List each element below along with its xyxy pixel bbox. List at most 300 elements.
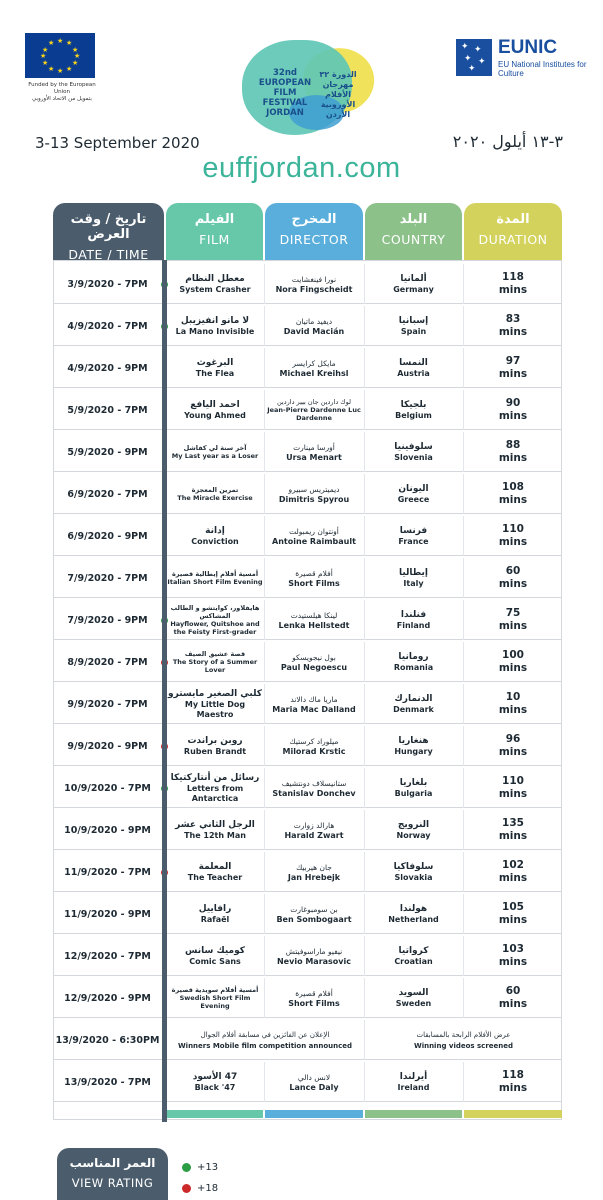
country-en: Austria: [397, 368, 430, 378]
film-title-en: Letters from Antarctica: [186, 783, 244, 803]
country-ar: النرويج: [397, 819, 430, 830]
column-gridline: [364, 936, 365, 976]
legend-label-18: +18: [197, 1183, 219, 1194]
table-row: [53, 768, 562, 808]
director-ar: ميلوراد كرستيك: [289, 736, 339, 746]
film-title-en: The Flea: [195, 368, 235, 378]
director-ar: لانس دالي: [297, 1072, 331, 1082]
film-title-ar: هايفلاور، كوايتشو و الطالب المشاكس: [170, 604, 260, 620]
duration-value: 105: [502, 901, 524, 913]
country-ar: هولندا: [399, 903, 428, 914]
director-en: Stanislav Donchev: [272, 788, 356, 798]
website-link[interactable]: euffjordan.com: [202, 152, 401, 184]
date-text: 12/9/2020 - 9PM: [64, 992, 151, 1004]
director-ar: مايكل كرايسر: [292, 358, 336, 368]
eunic-subtitle: EU National Institutes for Culture: [498, 60, 587, 78]
director-en: Short Films: [288, 578, 340, 588]
table-row: [53, 684, 562, 724]
film-title: [167, 936, 263, 976]
director-ar: بن سومبوغارت: [290, 904, 338, 914]
screening-date: [53, 642, 162, 682]
film-title: [167, 516, 263, 556]
country-en: Netherland: [388, 914, 439, 924]
duration-unit: mins: [498, 284, 528, 296]
film-title-ar: إدانة: [205, 525, 225, 536]
country-ar: بلغاريا: [399, 777, 428, 788]
column-gridline: [463, 306, 464, 346]
date-text: 3/9/2020 - 7PM: [67, 278, 148, 290]
duration-value: 10: [505, 691, 521, 703]
film-title: [167, 810, 263, 850]
table-row: [53, 432, 562, 472]
film-title-en: Black '47: [194, 1082, 236, 1092]
column-bottom-bar: [365, 1110, 462, 1118]
screening-date: [53, 726, 162, 766]
film-title-ar: 47 الأسود: [192, 1071, 238, 1082]
legend-title-en: VIEW RATING: [71, 1176, 154, 1190]
director-en: Jan Hrebejk: [287, 872, 341, 882]
column-gridline: [463, 348, 464, 388]
column-gridline: [364, 642, 365, 682]
country-en: Ireland: [397, 1082, 430, 1092]
country-ar: إيطاليا: [398, 567, 429, 578]
director-en: Nora Fingscheidt: [275, 284, 353, 294]
director-name: [265, 642, 363, 682]
screening-date: [53, 684, 162, 724]
director-name: [265, 474, 363, 514]
column-gridline: [264, 894, 265, 934]
director-name: [265, 852, 363, 892]
director-ar: ماريا ماك دالاند: [290, 694, 338, 704]
director-en: Paul Negoescu: [280, 662, 348, 672]
column-gridline: [463, 432, 464, 472]
column-gridline: [463, 726, 464, 766]
country-name: [365, 306, 462, 346]
table-row: [53, 1062, 562, 1102]
table-row: [53, 474, 562, 514]
duration: [464, 432, 562, 472]
column-gridline: [463, 936, 464, 976]
country-ar: بلجيكا: [400, 399, 427, 410]
date-text: 5/9/2020 - 7PM: [67, 404, 148, 416]
country-en: Slovakia: [394, 872, 433, 882]
date-text: 13/9/2020 - 6:30PM: [55, 1034, 160, 1046]
column-gridline: [463, 264, 464, 304]
column-gridline: [364, 264, 365, 304]
director-en: Milorad Krstic: [282, 746, 346, 756]
column-gridline: [463, 1062, 464, 1102]
country-ar: ألمانيا: [400, 273, 427, 284]
date-text: 13/9/2020 - 7PM: [64, 1076, 151, 1088]
column-gridline: [264, 684, 265, 724]
duration-value: 97: [505, 355, 521, 367]
country-ar: السويد: [398, 987, 429, 998]
country-name: [365, 516, 462, 556]
column-bottom-bar: [265, 1110, 363, 1118]
film-title-ar: روبن براندت: [187, 735, 243, 746]
screening-date: [53, 516, 162, 556]
film-title: [167, 348, 263, 388]
date-text: 10/9/2020 - 9PM: [64, 824, 151, 836]
duration-unit: mins: [498, 914, 528, 926]
date-text: 11/9/2020 - 9PM: [64, 908, 151, 920]
table-row: [53, 306, 562, 346]
duration-value: 75: [505, 607, 521, 619]
film-title-en: The Story of a Summer Lover: [172, 658, 258, 674]
header-duration-ar: المدة: [496, 212, 530, 227]
duration: [464, 306, 562, 346]
eu-caption-ar: بتمويل من الاتحاد الأوروبي: [32, 96, 92, 102]
screening-date: [53, 936, 162, 976]
film-title-en: My Last year as a Loser: [171, 452, 259, 460]
country-ar: فنلندا: [400, 609, 427, 620]
film-title-ar: احمد اليافع: [190, 399, 240, 410]
column-gridline: [264, 474, 265, 514]
country-name: [365, 390, 462, 430]
column-gridline: [364, 600, 365, 640]
date-text: 7/9/2020 - 7PM: [67, 572, 148, 584]
header-film-ar: الفيلم: [194, 212, 235, 227]
duration: [464, 474, 562, 514]
screening-date: [53, 768, 162, 808]
film-title: [167, 978, 263, 1018]
duration-unit: mins: [498, 872, 528, 884]
table-header: [53, 203, 562, 260]
table-row: [53, 558, 562, 598]
screening-date: [53, 306, 162, 346]
film-title: [167, 1062, 263, 1102]
screening-date: [53, 264, 162, 304]
column-gridline: [264, 852, 265, 892]
duration-unit: mins: [498, 830, 528, 842]
director-ar: جان هيربيك: [296, 862, 332, 872]
table-row: [53, 516, 562, 556]
column-gridline: [264, 810, 265, 850]
column-gridline: [463, 684, 464, 724]
duration-value: 96: [505, 733, 521, 745]
duration: [464, 768, 562, 808]
column-gridline: [264, 600, 265, 640]
column-gridline: [463, 516, 464, 556]
film-title: [167, 264, 263, 304]
screening-date: [53, 810, 162, 850]
column-gridline: [364, 894, 365, 934]
header-country: [365, 203, 462, 260]
duration: [464, 894, 562, 934]
country-name: [365, 558, 462, 598]
date-text: 4/9/2020 - 9PM: [67, 362, 148, 374]
date-column-divider: [162, 260, 167, 1122]
country-en: Romania: [393, 662, 434, 672]
column-gridline: [364, 1020, 365, 1060]
film-title-ar: البرغوث: [196, 357, 234, 368]
duration-value: 60: [505, 565, 521, 577]
legend-label-13: +13: [197, 1162, 219, 1173]
legend-item-18: [182, 1183, 218, 1194]
director-name: [265, 1062, 363, 1102]
film-title-ar: لا مانو انفيزيبل: [180, 315, 250, 326]
column-gridline: [364, 768, 365, 808]
director-ar: ستانيسلاف دونتشيف: [281, 778, 347, 788]
film-title-ar: المعلمة: [198, 861, 232, 872]
director-name: [265, 264, 363, 304]
screening-date: [53, 1062, 162, 1102]
film-title-en: The Miracle Exercise: [177, 494, 253, 502]
column-gridline: [364, 432, 365, 472]
director-name: [265, 558, 363, 598]
director-name: [265, 432, 363, 472]
screening-date: [53, 894, 162, 934]
duration: [464, 264, 562, 304]
winners-en: Winning videos screened: [413, 1041, 514, 1050]
film-title-ar: معطل النظام: [185, 273, 245, 284]
country-name: [365, 852, 462, 892]
legend-item-13: [182, 1162, 218, 1173]
column-gridline: [463, 894, 464, 934]
director-ar: ديفيد ماتيان: [295, 316, 333, 326]
column-gridline: [463, 390, 464, 430]
duration-unit: mins: [498, 494, 528, 506]
eunic-logo: [456, 39, 586, 79]
director-ar: أورسا مينارت: [293, 442, 335, 452]
country-name: [365, 726, 462, 766]
country-en: Hungary: [394, 746, 433, 756]
column-gridline: [264, 936, 265, 976]
date-text: 5/9/2020 - 9PM: [67, 446, 148, 458]
column-gridline: [463, 600, 464, 640]
film-title-en: Rafaël: [200, 914, 230, 924]
director-en: Michael Kreihsl: [279, 368, 349, 378]
duration: [464, 390, 562, 430]
director-ar: نيفيو ماراسوفيتش: [285, 946, 343, 956]
column-gridline: [364, 348, 365, 388]
director-en: Nevio Marasovic: [276, 956, 352, 966]
duration: [464, 600, 562, 640]
director-en: Short Films: [288, 998, 340, 1008]
country-name: [365, 264, 462, 304]
director-ar: لينكا هيلستيدت: [290, 610, 338, 620]
country-en: Bulgaria: [394, 788, 433, 798]
director-name: [265, 810, 363, 850]
column-gridline: [364, 558, 365, 598]
column-gridline: [463, 474, 464, 514]
duration: [464, 726, 562, 766]
country-name: [365, 432, 462, 472]
column-gridline: [364, 726, 365, 766]
film-title: [167, 726, 263, 766]
date-text: 10/9/2020 - 7PM: [64, 782, 151, 794]
director-ar: ديميتريس سبيرو: [288, 484, 340, 494]
duration-unit: mins: [498, 956, 528, 968]
column-gridline: [264, 264, 265, 304]
country-name: [365, 936, 462, 976]
date-text: 7/9/2020 - 9PM: [67, 614, 148, 626]
screening-date: [53, 474, 162, 514]
director-name: [265, 390, 363, 430]
column-gridline: [364, 474, 365, 514]
film-title: [167, 894, 263, 934]
country-name: [365, 768, 462, 808]
country-en: France: [398, 536, 429, 546]
duration-value: 135: [502, 817, 524, 829]
director-en: David Macián: [283, 326, 345, 336]
duration: [464, 348, 562, 388]
festival-logo: [234, 40, 384, 140]
schedule-table: [53, 203, 562, 1094]
duration: [464, 684, 562, 724]
film-title-en: Italian Short Film Evening: [167, 578, 263, 586]
country-ar: سلوفاكيا: [393, 861, 434, 872]
winners-ar: عرض الأفلام الرابحة بالمسابقات: [416, 1030, 511, 1039]
film-title-en: Swedish Short Film Evening: [179, 994, 251, 1010]
table-row: [53, 348, 562, 388]
column-gridline: [264, 348, 265, 388]
film-title: [167, 600, 263, 640]
column-gridline: [264, 768, 265, 808]
screening-date: [53, 1020, 162, 1060]
film-title-ar: رسائل من أنتاركتيكا: [170, 772, 260, 783]
duration-value: 118: [502, 271, 524, 283]
column-gridline: [463, 978, 464, 1018]
header-country-ar: البلد: [399, 212, 428, 227]
director-name: [265, 306, 363, 346]
film-title: [167, 432, 263, 472]
duration-unit: mins: [498, 788, 528, 800]
header-date-ar: تاريخ / وقت العرض: [70, 212, 147, 242]
duration-unit: mins: [498, 998, 528, 1010]
film-title-en: La Mano Invisible: [175, 326, 255, 336]
date-text: 12/9/2020 - 7PM: [64, 950, 151, 962]
column-gridline: [264, 978, 265, 1018]
table-row: [53, 936, 562, 976]
country-ar: رومانيا: [398, 651, 429, 662]
film-title-ar: تمرين المعجزة: [191, 486, 239, 494]
column-gridline: [264, 516, 265, 556]
column-gridline: [463, 558, 464, 598]
country-en: Greece: [397, 494, 430, 504]
column-gridline: [264, 432, 265, 472]
film-title-ar: رافاييل: [198, 903, 232, 914]
director-en: Lenka Hellstedt: [278, 620, 350, 630]
country-ar: أيرلندا: [399, 1071, 428, 1082]
duration-value: 90: [505, 397, 521, 409]
duration-value: 100: [502, 649, 524, 661]
legend-title-ar: العمر المناسب: [69, 1156, 156, 1170]
duration-unit: mins: [498, 536, 528, 548]
date-text: 9/9/2020 - 7PM: [67, 698, 148, 710]
film-title-en: The Teacher: [187, 872, 243, 882]
country-ar: هنغاريا: [398, 735, 429, 746]
country-en: Croatian: [394, 956, 433, 966]
red-dot-icon: [182, 1184, 191, 1193]
duration: [464, 516, 562, 556]
duration-value: 88: [505, 439, 521, 451]
column-gridline: [364, 852, 365, 892]
duration: [464, 936, 562, 976]
date-text: 6/9/2020 - 9PM: [67, 530, 148, 542]
table-row: [53, 894, 562, 934]
director-ar: لوك داردين جان بيير داردين: [276, 398, 352, 406]
announcement-ar: الإعلان عن الفائزين في مسابقة أفلام الجوال: [200, 1030, 330, 1039]
column-gridline: [364, 810, 365, 850]
column-bottom-bar: [464, 1110, 562, 1118]
eu-caption-en: Funded by the European Union: [28, 82, 96, 95]
director-name: [265, 348, 363, 388]
director-en: Antoine Raimbault: [272, 536, 356, 546]
date-text: 9/9/2020 - 9PM: [67, 740, 148, 752]
column-bottom-bar: [167, 1110, 263, 1118]
header-director-en: DIRECTOR: [279, 232, 349, 247]
country-en: Denmark: [393, 704, 434, 714]
duration-unit: mins: [498, 704, 528, 716]
film-title-en: Young Ahmed: [184, 410, 246, 420]
country-en: Spain: [400, 326, 427, 336]
date-text: 8/9/2020 - 7PM: [67, 656, 148, 668]
eunic-stars-icon: ✦ ✦ ✦ ✦ ✦: [456, 39, 492, 76]
table-row: [53, 390, 562, 430]
duration-unit: mins: [498, 578, 528, 590]
film-title-ar: كلبي الصغير مايسترو: [168, 688, 262, 699]
director-ar: هارالد زوارت: [293, 820, 335, 830]
header-film-en: FILM: [199, 232, 230, 247]
column-gridline: [364, 306, 365, 346]
film-title: [167, 474, 263, 514]
header-director-ar: المخرج: [291, 212, 337, 227]
director-en: Jean-Pierre Dardenne Luc Dardenne: [267, 406, 361, 422]
duration-unit: mins: [498, 326, 528, 338]
screening-date: [53, 348, 162, 388]
country-en: Italy: [403, 578, 424, 588]
country-name: [365, 474, 462, 514]
eunic-name: EUNIC: [498, 37, 558, 58]
header-duration-en: DURATION: [478, 232, 548, 247]
director-name: [265, 978, 363, 1018]
column-gridline: [364, 516, 365, 556]
eu-flag-logo: ★ ★ ★ ★ ★ ★ ★ ★ ★ ★ ★ ★: [25, 33, 95, 78]
column-gridline: [264, 306, 265, 346]
duration: [464, 558, 562, 598]
director-ar: نورا فينغشايت: [291, 274, 337, 284]
header-country-en: COUNTRY: [381, 232, 446, 247]
film-title: [167, 390, 263, 430]
festival-name-ar: الدورة ٣٢ مهرجان الأفلام الأوروبية الأردن: [319, 70, 357, 119]
director-name: [265, 936, 363, 976]
film-title-en: Conviction: [191, 536, 239, 546]
duration-value: 110: [502, 775, 524, 787]
header-date-en: DATE / TIME: [68, 247, 149, 262]
film-title-ar: الرجل الثاني عشر: [175, 819, 255, 830]
country-name: [365, 348, 462, 388]
duration: [464, 1062, 562, 1102]
header-duration: [464, 203, 562, 260]
duration-unit: mins: [498, 410, 528, 422]
eu-funding-caption: [22, 82, 102, 103]
duration-value: 118: [502, 1069, 524, 1081]
country-en: Slovenia: [394, 452, 433, 462]
country-en: Sweden: [395, 998, 432, 1008]
film-title-en: Comic Sans: [189, 956, 241, 966]
country-ar: الدنمارك: [394, 693, 433, 704]
festival-dates-ar: ٣-١٣ أيلول ٢٠٢٠: [452, 132, 563, 151]
country-ar: اليونان: [398, 483, 429, 494]
column-gridline: [463, 852, 464, 892]
duration-value: 83: [505, 313, 521, 325]
duration-value: 60: [505, 985, 521, 997]
director-en: Harald Zwart: [284, 830, 344, 840]
header-director: [265, 203, 363, 260]
column-gridline: [463, 768, 464, 808]
column-gridline: [364, 684, 365, 724]
